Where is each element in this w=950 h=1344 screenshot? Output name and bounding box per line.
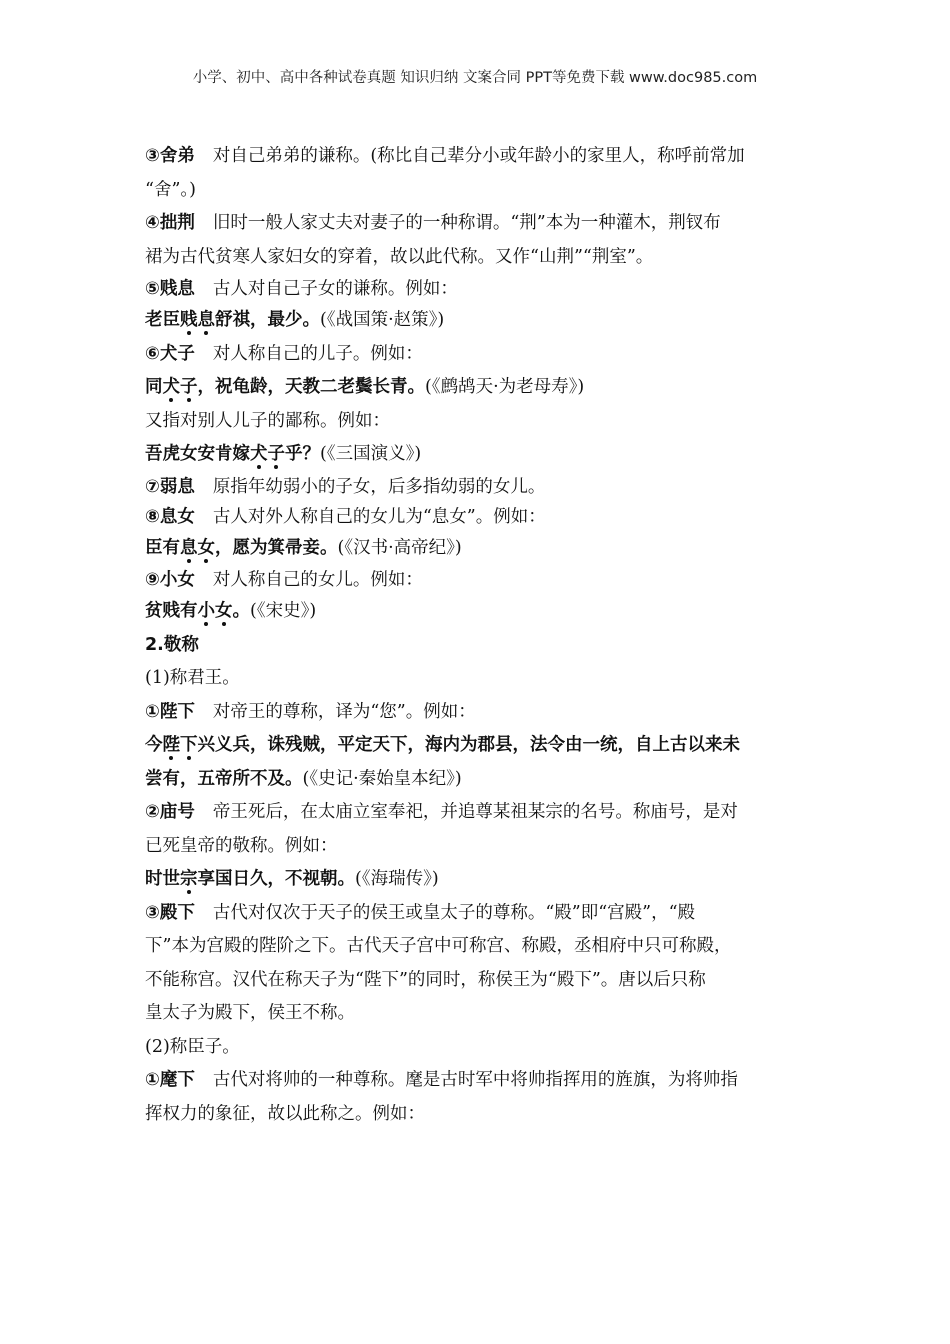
dotted-char: 犬: [162, 377, 180, 397]
entry-hui-xia: [145, 1064, 810, 1098]
dotted-char: 息: [180, 537, 198, 558]
dotted-char: 子: [180, 377, 198, 397]
term: ④拙荆: [145, 213, 195, 233]
dotted-char: 息: [197, 310, 215, 330]
example-line: 臣有息女，愿为箕帚妾。(《汉书·高帝纪》): [145, 537, 462, 558]
text-line: 不能称宫。汉代在称天子为“陛下”的同时，称侯王为“殿下”。唐以后只称: [145, 969, 706, 990]
document-body: [145, 140, 810, 1131]
definition: 对人称自己的儿子。例如：: [212, 343, 423, 364]
dotted-char: 宗: [180, 869, 198, 889]
source: (《汉书·高帝纪》): [337, 537, 462, 558]
definition: 原指年幼弱小的子女，后多指幼弱的女儿。: [212, 476, 546, 497]
term: ①麾下: [145, 1070, 195, 1090]
definition: 古人对外人称自己的女儿为“息女”。例如：: [212, 506, 546, 527]
page-header: 小学、初中、高中各种试卷真题 知识归纳 文案合同 PPT等免费下载 www.doc985.com: [192, 70, 758, 86]
text-line: 皇太子为殿下，侯王不称。: [145, 1003, 355, 1023]
definition: 对人称自己的女儿。例如：: [212, 570, 423, 590]
term: ⑨小女: [145, 570, 195, 590]
definition: 对自己弟弟的谦称。(称比自己辈分小或年龄小的家里人，称呼前常加: [212, 146, 745, 166]
example-line: 贫贱有小女。(《宋史》): [145, 601, 317, 621]
entry-bi-xia: [145, 696, 810, 730]
text-line: “舍”。): [145, 179, 196, 200]
text-line: 裙为古代贫寒人家妇女的穿着，故以此代称。又作“山荆”“荆室”。: [145, 246, 654, 267]
subsection-heading: (1)称君王。: [145, 668, 240, 688]
term: ⑥犬子: [145, 343, 195, 364]
term: ③殿下: [145, 902, 195, 923]
entry-zhuo-jing: [145, 207, 810, 241]
source: (《三国演义》): [320, 444, 422, 464]
definition: 对帝王的尊称，译为“您”。例如：: [212, 701, 476, 722]
dotted-char: 下: [180, 735, 198, 755]
term: ②庙号: [145, 802, 195, 822]
dotted-char: 陛: [162, 735, 180, 755]
entry-xi-nv: [145, 502, 810, 532]
source: (《宋史》): [250, 601, 317, 621]
source: (《海瑞传》): [355, 869, 439, 889]
definition: 帝王死后，在太庙立室奉祀，并追尊某祖某宗的名号。称庙号，是对: [212, 802, 738, 822]
entry-quan-zi: [145, 338, 810, 372]
source: (《战国策·赵策》): [320, 310, 445, 330]
example-line: 吾虎女安肯嫁犬子乎？(《三国演义》): [145, 444, 422, 464]
example-line: 同犬子，祝龟龄，天教二老鬓长青。(《鹧鸪天·为老母寿》): [145, 377, 585, 397]
entry-dian-xia: [145, 897, 810, 931]
term: ⑧息女: [145, 506, 195, 527]
term: ③舍弟: [145, 146, 195, 166]
example-line: 尝有，五帝所不及。(《史记·秦始皇本纪》): [145, 768, 462, 789]
term: ⑤贱息: [145, 279, 195, 299]
example-line: 时世宗享国日久，不视朝。(《海瑞传》): [145, 869, 439, 889]
term: ①陛下: [145, 701, 195, 722]
dotted-char: 女: [197, 537, 215, 558]
text-line: 下”本为宫殿的陛阶之下。古代天子宫中可称宫、称殿，丞相府中只可称殿，: [145, 936, 732, 956]
text-line: 又指对别人儿子的鄙称。例如：: [145, 410, 390, 431]
definition: 古代对仅次于天子的侯王或皇太子的尊称。“殿”即“宫殿”，“殿: [212, 902, 696, 923]
entry-ruo-xi: [145, 472, 810, 502]
dotted-char: 女: [215, 601, 233, 621]
dotted-char: 犬: [250, 444, 268, 464]
dotted-char: 子: [267, 444, 285, 464]
definition: 古人对自己子女的谦称。例如：: [212, 279, 458, 299]
dotted-char: 贱: [180, 310, 198, 330]
dotted-char: 小: [197, 601, 215, 621]
definition: 旧时一般人家丈夫对妻子的一种称谓。“荆”本为一种灌木，荆钗布: [212, 213, 721, 233]
entry-jian-xi: [145, 274, 810, 304]
text-line: 挥权力的象征，故以此称之。例如：: [145, 1103, 425, 1124]
text-line: 已死皇帝的敬称。例如：: [145, 835, 338, 856]
entry-xiao-nv: [145, 565, 810, 595]
example-line: 今陛下兴义兵，诛残贼，平定天下，海内为郡县，法令由一统，自上古以来未: [145, 735, 740, 755]
example-line: 老臣贱息舒祺，最少。(《战国策·赵策》): [145, 310, 445, 330]
definition: 古代对将帅的一种尊称。麾是古时军中将帅指挥用的旌旗，为将帅指: [212, 1070, 738, 1090]
source: (《鹧鸪天·为老母寿》): [425, 377, 585, 397]
subsection-heading: (2)称臣子。: [145, 1036, 240, 1057]
source: (《史记·秦始皇本纪》): [302, 768, 462, 789]
entry-she-di: [145, 140, 810, 174]
entry-miao-hao: [145, 796, 810, 830]
section-heading: 2.敬称: [145, 634, 199, 655]
term: ⑦弱息: [145, 476, 195, 497]
